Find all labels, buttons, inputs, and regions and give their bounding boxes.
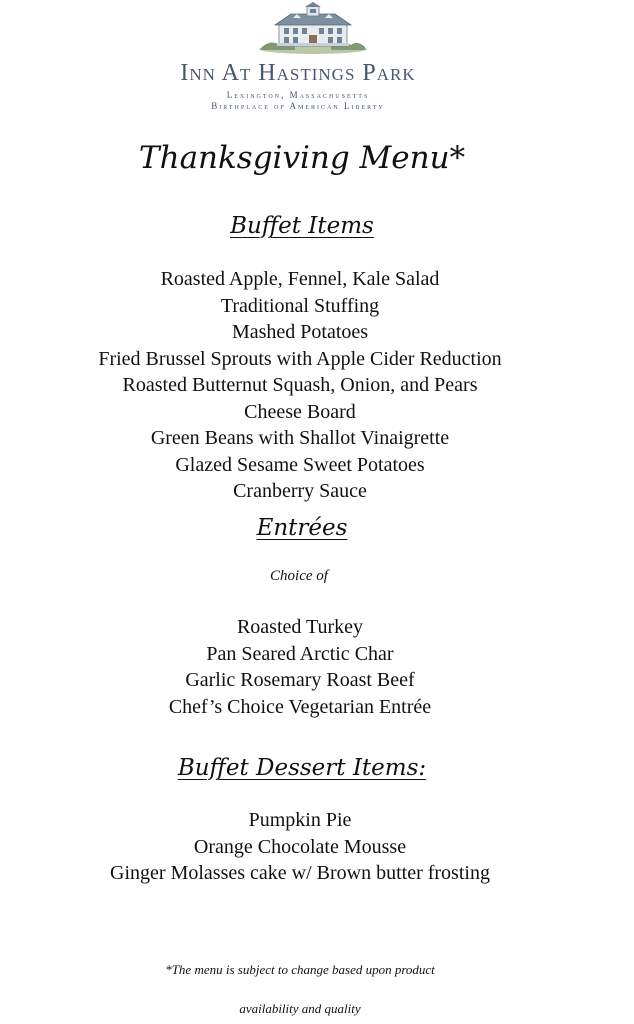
- footnote-line-1: *The menu is subject to change based upon product: [165, 962, 435, 977]
- list-item: Glazed Sesame Sweet Potatoes: [175, 453, 425, 476]
- list-item: Traditional Stuffing: [220, 294, 380, 317]
- list-item: Roasted Butternut Squash, Onion, and Pears: [122, 374, 478, 396]
- inn-location: Lexington, Massachusetts: [226, 90, 370, 100]
- buffet-item-list: [0, 266, 600, 505]
- dessert-item-list: [0, 807, 600, 887]
- list-item: Green Beans with Shallot Vinaigrette: [150, 427, 450, 449]
- dessert-heading: Buffet Dessert Items:: [177, 755, 427, 781]
- list-item: Chef’s Choice Vegetarian Entrée: [168, 695, 432, 718]
- list-item: Pan Seared Arctic Char: [206, 642, 394, 665]
- footnote-line-2: availability and quality: [239, 1001, 361, 1016]
- list-item: Roasted Apple, Fennel, Kale Salad: [160, 268, 440, 290]
- list-item: Cheese Board: [244, 400, 356, 423]
- list-item: Pumpkin Pie: [248, 809, 352, 831]
- inn-house-illustration-icon: [257, 2, 369, 54]
- list-item: Cranberry Sauce: [233, 480, 367, 502]
- list-item: Orange Chocolate Mousse: [193, 835, 407, 858]
- list-item: Mashed Potatoes: [231, 321, 369, 343]
- list-item: Fried Brussel Sprouts with Apple Cider Reduction: [98, 347, 502, 370]
- entrees-subheading: Choice of: [270, 568, 328, 584]
- list-item: Roasted Turkey: [236, 616, 364, 638]
- list-item: Garlic Rosemary Roast Beef: [185, 669, 415, 691]
- menu-title: Thanksgiving Menu*: [138, 140, 466, 176]
- entree-item-list: [0, 614, 600, 720]
- entrees-heading: Entrées: [256, 515, 348, 541]
- buffet-heading: Buffet Items: [230, 213, 374, 239]
- inn-name: Inn At Hastings Park: [180, 60, 416, 86]
- list-item: Ginger Molasses cake w/ Brown butter frosting: [110, 862, 490, 884]
- inn-tagline: Birthplace of American Liberty: [211, 101, 385, 111]
